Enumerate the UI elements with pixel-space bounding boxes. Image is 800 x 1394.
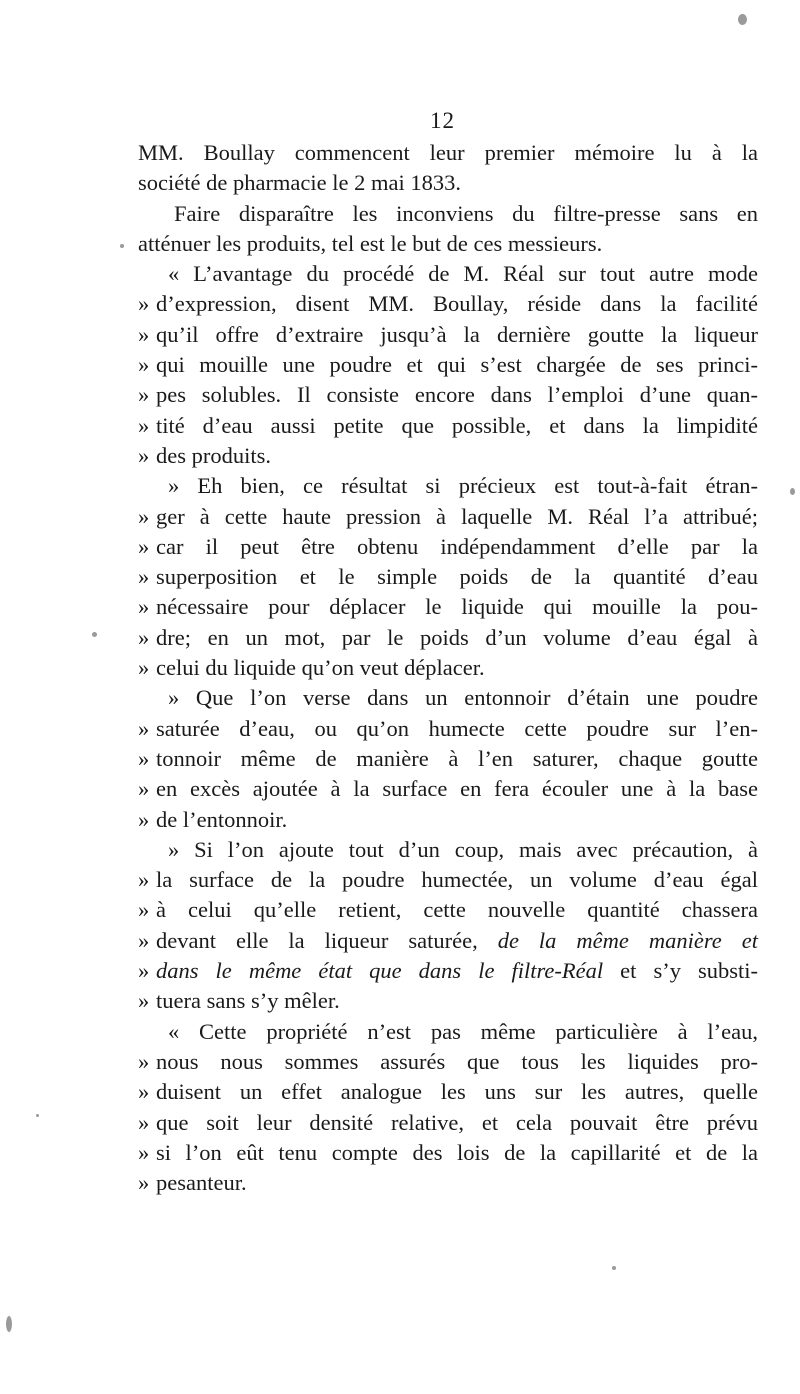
text-line	[138, 1108, 758, 1138]
text-line	[138, 956, 758, 986]
paper-speck	[738, 14, 747, 25]
paper-speck	[120, 244, 124, 248]
paper-speck	[92, 632, 97, 637]
text-line	[138, 289, 758, 319]
quote-mark: »	[138, 655, 150, 681]
line-text: » Eh bien, ce résultat si précieux est tout-à-fait étran-	[168, 473, 758, 499]
text-line	[138, 592, 758, 622]
text-line	[138, 1047, 758, 1077]
line-text: si l’on eût tenu compte des lois de la capillarité et de la	[156, 1139, 758, 1165]
quote-mark: »	[138, 776, 150, 802]
quote-mark: »	[138, 1170, 150, 1196]
line-text: qui mouille une poudre et qui s’est chargée de ses princi-	[156, 352, 758, 378]
line-text: » Que l’on verse dans un entonnoir d’étain une poudre	[168, 685, 758, 711]
page-number: 12	[430, 108, 455, 133]
line-text: en excès ajoutée à la surface en fera écouler une à la base	[156, 776, 758, 802]
line-text: superposition et le simple poids de la quantité d’eau	[156, 564, 758, 590]
line-text: nécessaire pour déplacer le liquide qui mouille la pou-	[156, 594, 758, 620]
line-text: tonnoir même de manière à l’en saturer, chaque goutte	[156, 745, 758, 771]
text-line	[138, 714, 758, 744]
paper-speck	[36, 1114, 39, 1117]
line-text: atténuer les produits, tel est le but de ces messieurs.	[138, 230, 603, 256]
quote-mark: »	[138, 321, 150, 347]
line-text: car il peut être obtenu indépendamment d’elle par la	[156, 533, 758, 559]
text-line	[138, 199, 758, 229]
text-line	[138, 471, 758, 501]
line-text: tité d’eau aussi petite que possible, et dans la limpidité	[156, 412, 758, 438]
line-text: » Si l’on ajoute tout d’un coup, mais avec précaution, à	[168, 836, 758, 862]
quote-mark: »	[138, 1079, 150, 1105]
quote-mark: »	[138, 533, 150, 559]
quote-mark: »	[138, 745, 150, 771]
quote-mark: »	[138, 442, 150, 468]
text-line	[138, 895, 758, 925]
text-line	[138, 138, 758, 168]
quote-mark: »	[138, 1048, 150, 1074]
text-line	[138, 653, 758, 683]
paper-speck	[6, 1316, 12, 1332]
text-line	[138, 411, 758, 441]
quote-mark: »	[138, 412, 150, 438]
line-text: pes solubles. Il consiste encore dans l’emploi d’une quan-	[156, 382, 758, 408]
line-text: que soit leur densité relative, et cela pouvait être prévu	[156, 1109, 758, 1135]
line-text: celui du liquide qu’on veut déplacer.	[156, 655, 485, 681]
text-line	[138, 532, 758, 562]
line-text: duisent un effet analogue les uns sur les autres, quelle	[156, 1079, 758, 1105]
text-line	[138, 441, 758, 471]
text-line	[138, 835, 758, 865]
line-text: nous nous sommes assurés que tous les liquides pro-	[156, 1048, 758, 1074]
quote-mark: »	[138, 291, 150, 317]
quote-mark: »	[138, 382, 150, 408]
text-line	[138, 502, 758, 532]
line-text: devant elle la liqueur saturée,	[156, 927, 498, 953]
quote-mark: »	[138, 958, 150, 984]
line-text: ger à cette haute pression à laquelle M. Réal l’a attribué;	[156, 503, 758, 529]
paper-speck	[612, 1266, 616, 1270]
quote-mark: »	[138, 715, 150, 741]
body-text	[138, 138, 758, 1198]
text-line	[138, 259, 758, 289]
text-line	[138, 229, 758, 259]
italic-text: dans le même état que dans le filtre-Réal	[156, 958, 604, 984]
text-line	[138, 1138, 758, 1168]
text-line	[138, 350, 758, 380]
quote-mark: »	[138, 806, 150, 832]
text-line	[138, 744, 758, 774]
quote-mark: »	[138, 352, 150, 378]
line-text: qu’il offre d’extraire jusqu’à la dernière goutte la liqueur	[156, 321, 758, 347]
line-text: d’expression, disent MM. Boullay, réside dans la facilité	[156, 291, 758, 317]
line-text: saturée d’eau, ou qu’on humecte cette poudre sur l’en-	[156, 715, 758, 741]
quote-mark: »	[138, 867, 150, 893]
line-text: société de pharmacie le 2 mai 1833.	[138, 170, 461, 196]
line-text: tuera sans s’y mêler.	[156, 988, 340, 1014]
line-text: et s’y substi-	[603, 958, 758, 984]
line-text: la surface de la poudre humectée, un volume d’eau égal	[156, 867, 758, 893]
text-line	[138, 168, 758, 198]
text-line	[138, 1077, 758, 1107]
quote-mark: »	[138, 927, 150, 953]
text-line	[138, 865, 758, 895]
italic-text: de la même manière et	[497, 927, 758, 953]
quote-mark: »	[138, 988, 150, 1014]
text-line	[138, 683, 758, 713]
line-text: dre; en un mot, par le poids d’un volume d’eau égal à	[156, 624, 758, 650]
text-line	[138, 805, 758, 835]
quote-mark: »	[138, 1109, 150, 1135]
line-text: « Cette propriété n’est pas même particulière à l’eau,	[168, 1018, 758, 1044]
line-text: « L’avantage du procédé de M. Réal sur tout autre mode	[168, 261, 758, 287]
line-text: des produits.	[156, 442, 271, 468]
quote-mark: »	[138, 897, 150, 923]
line-text: Faire disparaître les inconviens du filtre-presse sans en	[174, 200, 758, 226]
quote-mark: »	[138, 594, 150, 620]
quote-mark: »	[138, 624, 150, 650]
text-line	[138, 562, 758, 592]
quote-mark: »	[138, 1139, 150, 1165]
text-line	[138, 623, 758, 653]
text-line	[138, 986, 758, 1016]
quote-mark: »	[138, 564, 150, 590]
text-line	[138, 320, 758, 350]
line-text: à celui qu’elle retient, cette nouvelle quantité chassera	[156, 897, 758, 923]
line-text: MM. Boullay commencent leur premier mémoire lu à la	[138, 140, 758, 165]
quote-mark: »	[138, 503, 150, 529]
paper-speck	[790, 488, 795, 495]
text-line	[138, 1017, 758, 1047]
text-line	[138, 1168, 758, 1198]
text-line	[138, 774, 758, 804]
line-text: de l’entonnoir.	[156, 806, 288, 832]
text-line	[138, 380, 758, 410]
line-text: pesanteur.	[156, 1170, 247, 1196]
text-line	[138, 926, 758, 956]
